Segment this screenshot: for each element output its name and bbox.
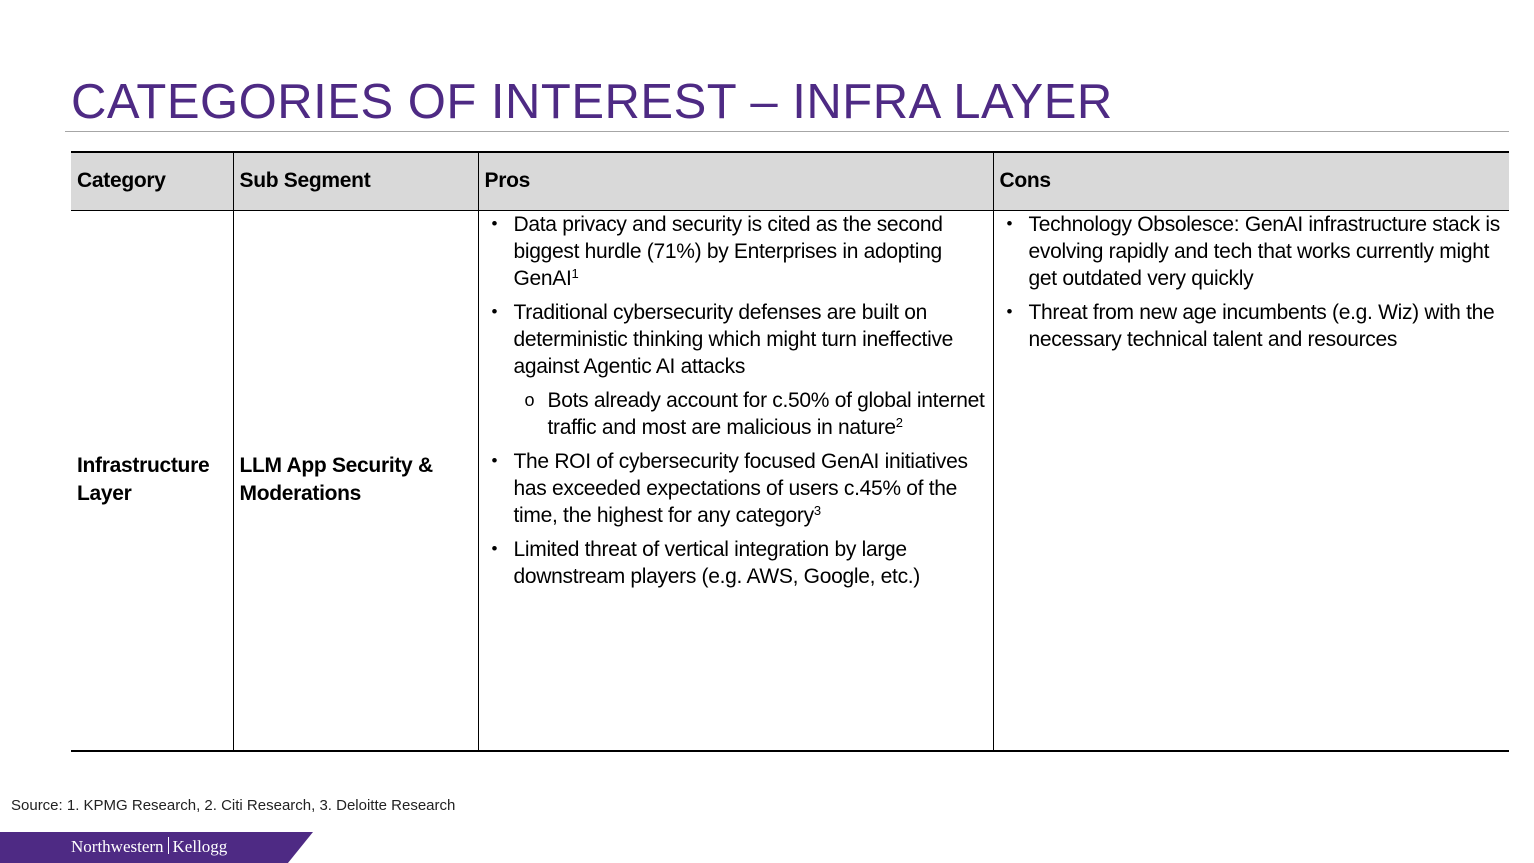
header-cons: Cons	[993, 152, 1509, 210]
category-cell: Infrastructure Layer	[71, 210, 233, 751]
cons-list	[1000, 211, 1504, 353]
categories-table	[71, 151, 1509, 752]
header-category: Category	[71, 152, 233, 210]
pros-item: • Limited threat of vertical integration by large downstream players (e.g. AWS, Google, etc.)	[485, 536, 987, 590]
pros-item: • Data privacy and security is cited as the second biggest hurdle (71%) by Enterprises in adopting GenAI$^1$	[485, 211, 987, 292]
brand-right: Kellogg	[172, 837, 228, 856]
kellogg-logo	[71, 837, 227, 857]
pros-item: • The ROI of cybersecurity focused GenAI initiatives has exceeded expectations of users c.45% of the time, the highest for any category$^3$	[485, 448, 987, 529]
brand-separator	[168, 837, 169, 854]
pros-sub-item: o Bots already account for c.50% of global internet traffic and most are malicious in nature$^2$	[514, 387, 987, 441]
pros-sub-list	[514, 387, 987, 441]
table-row	[71, 210, 1509, 751]
cons-item: • Threat from new age incumbents (e.g. Wiz) with the necessary technical talent and resources	[1000, 299, 1504, 353]
title-divider	[65, 131, 1509, 132]
cons-cell	[993, 210, 1509, 751]
table-header-row	[71, 152, 1509, 210]
brand-left: Northwestern	[71, 837, 164, 856]
pros-cell	[478, 210, 993, 751]
page-title: CATEGORIES OF INTEREST – INFRA LAYER	[71, 75, 1113, 129]
sub-segment-cell: LLM App Security & Moderations	[233, 210, 478, 751]
cons-item: • Technology Obsolesce: GenAI infrastructure stack is evolving rapidly and tech that works currently might get outdated very quickly	[1000, 211, 1504, 292]
header-pros: Pros	[478, 152, 993, 210]
pros-item: • Traditional cybersecurity defenses are built on deterministic thinking which might turn ineffective against Agentic AI attacks o Bots already account for c.50% of global internet traffic and most are malicious in nature$^2$	[485, 299, 987, 441]
pros-list	[485, 211, 987, 590]
source-footnote: Source: 1. KPMG Research, 2. Citi Research, 3. Deloitte Research	[11, 797, 456, 814]
header-sub-segment: Sub Segment	[233, 152, 478, 210]
